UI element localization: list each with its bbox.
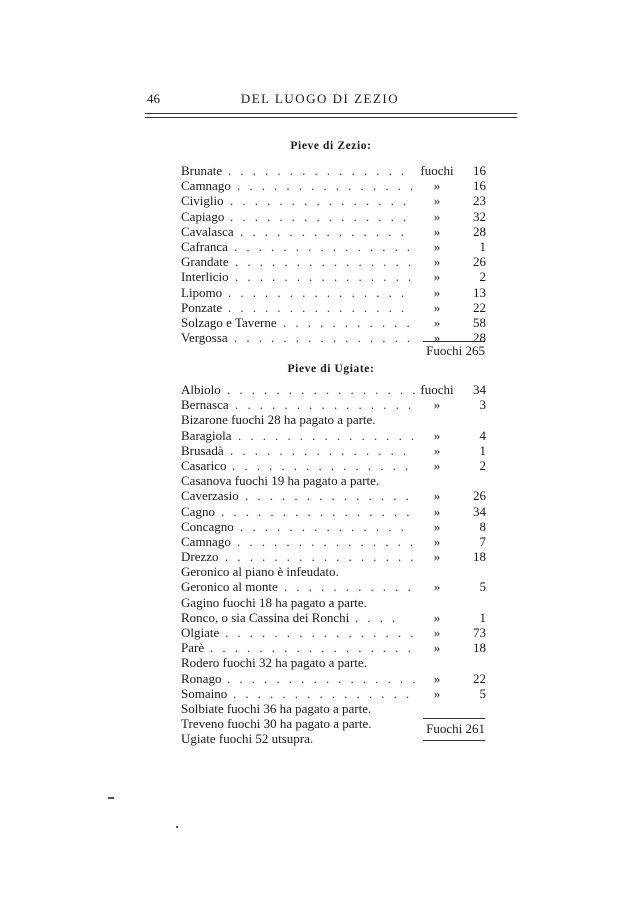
hearth-count: 1	[479, 442, 486, 458]
entry-row	[181, 428, 486, 443]
hearth-count: 73	[473, 625, 486, 640]
place-name: Parè	[181, 640, 205, 656]
hearth-count: 3	[479, 397, 486, 413]
unit-label: »	[433, 670, 441, 686]
hearth-count: 28	[473, 330, 486, 346]
hearth-count: 4	[479, 427, 486, 443]
hearth-count: 18	[473, 549, 486, 565]
dot-leader: . . . . . . . . . . . . . . .	[234, 238, 411, 254]
hearth-count: 13	[473, 284, 486, 300]
entry-row	[181, 300, 486, 315]
place-name: Geronico al monte	[181, 579, 278, 595]
hearth-count: 5	[479, 579, 486, 595]
place-name: Albiolo	[181, 382, 221, 397]
dot-leader: . . . . . . . . . . . . . . . .	[225, 549, 414, 565]
hearth-count: 26	[473, 254, 486, 270]
unit-label: »	[433, 427, 441, 443]
entry-row	[181, 686, 486, 701]
note-row	[181, 595, 486, 610]
entry-row	[181, 534, 486, 549]
note-text: Bizarone fuochi 28 ha pagato a parte.	[181, 412, 376, 428]
header-rule-thick	[145, 117, 517, 118]
total-rule-ugiate	[423, 718, 485, 719]
note-text: Treveno fuochi 30 ha pagato a parte.	[181, 716, 372, 732]
place-name: Bernasca	[181, 397, 229, 413]
dot-leader: . . . . . . . . . . . . . . .	[238, 427, 415, 443]
place-name: Cavalasca	[181, 223, 234, 239]
unit-label: »	[433, 488, 441, 504]
note-text: Rodero fuochi 32 ha pagato a parte.	[181, 655, 367, 671]
header-rule-thin	[145, 113, 517, 114]
hearth-count: 16	[473, 163, 486, 178]
total-rule-ugiate-bottom	[423, 740, 485, 741]
dot-leader: . . . . . . . . . . . . . .	[240, 518, 404, 534]
hearth-count: 18	[473, 640, 486, 656]
unit-label: »	[433, 193, 441, 209]
place-name: Lipomo	[181, 284, 223, 300]
place-name: Casarico	[181, 457, 227, 473]
note-row	[181, 473, 486, 488]
dot-leader: . . . . . . . . . . . . . . .	[230, 193, 407, 209]
entry-row	[181, 163, 486, 178]
total-rule-zezio	[423, 341, 485, 342]
unit-label: »	[433, 442, 441, 458]
dot-leader: . . . . . . . . . . . . . . . .	[221, 503, 410, 519]
note-text: Solbiate fuochi 36 ha pagato a parte.	[181, 700, 372, 716]
entry-row	[181, 610, 486, 625]
hearth-count: 26	[473, 488, 486, 504]
dot-leader: . . . . . . . . . . .	[283, 314, 410, 330]
place-name: Baragiola	[181, 427, 232, 443]
unit-label: »	[433, 518, 441, 534]
hearth-count: 22	[473, 670, 486, 686]
entry-row	[181, 443, 486, 458]
hearth-count: 2	[479, 457, 486, 473]
unit-label: »	[433, 269, 441, 285]
unit-label: »	[433, 457, 441, 473]
place-name: Solzago e Taverne	[181, 314, 277, 330]
dot-leader: . . . . . . . . . . . . . . .	[232, 457, 409, 473]
page-number: 46	[147, 91, 160, 106]
hearth-count: 16	[473, 178, 486, 194]
section-list-pieve-ugiate	[181, 382, 486, 747]
dot-leader: . . . . . . . . . . . . . . .	[228, 299, 405, 315]
entry-row	[181, 625, 486, 640]
unit-label: fuochi	[420, 382, 454, 397]
unit-label: »	[433, 284, 441, 300]
entry-row	[181, 671, 486, 686]
unit-label: »	[433, 330, 441, 346]
dot-leader: . . . . . . . . . . . . . . .	[234, 330, 411, 346]
place-name: Brusadà	[181, 442, 224, 458]
section-total-ugiate: Fuochi 261	[426, 721, 485, 736]
section-total-zezio: Fuochi 265	[426, 343, 485, 358]
unit-label: »	[433, 579, 441, 595]
hearth-count: 23	[473, 193, 486, 209]
entry-row	[181, 382, 486, 397]
place-name: Brunate	[181, 163, 223, 178]
unit-label: »	[433, 549, 441, 565]
place-name: Somaino	[181, 685, 228, 701]
place-name: Grandate	[181, 254, 229, 270]
entry-row	[181, 640, 486, 655]
unit-label: »	[433, 609, 441, 625]
dot-leader: . . . . . . . . . . . . . .	[245, 488, 409, 504]
note-row	[181, 564, 486, 579]
place-name: Camnago	[181, 178, 231, 194]
hearth-count: 32	[473, 208, 486, 224]
dot-leader: . . . . . . . . . . . . . . .	[235, 254, 412, 270]
page-header	[145, 91, 495, 111]
note-row	[181, 655, 486, 670]
place-name: Cagno	[181, 503, 215, 519]
unit-label: »	[433, 625, 441, 640]
unit-label: »	[433, 178, 441, 194]
unit-label: »	[433, 685, 441, 701]
unit-label: fuochi	[420, 163, 454, 178]
dot-leader: . . . . . . . . . . . . . . . . .	[210, 640, 411, 656]
entry-row	[181, 488, 486, 503]
section-list-pieve-zezio	[181, 163, 486, 345]
entry-row	[181, 549, 486, 564]
running-title: DEL LUOGO DI ZEZIO	[240, 91, 400, 106]
dot-leader: . . . . . . . . . . . . . . .	[237, 178, 414, 194]
unit-label: »	[433, 223, 441, 239]
hearth-count: 7	[479, 533, 486, 549]
hearth-count: 34	[473, 382, 486, 397]
entry-row	[181, 254, 486, 269]
place-name: Civiglio	[181, 193, 224, 209]
scan-speck	[176, 826, 178, 828]
unit-label: »	[433, 238, 441, 254]
dot-leader: . . . . . . . . . . . . . . .	[230, 442, 407, 458]
note-text: Geronico al piano è infeudato.	[181, 564, 339, 580]
dot-leader: . . . . . . . . . . . . . . .	[237, 533, 414, 549]
entry-row	[181, 397, 486, 412]
dot-leader: . . . . . . . . . . . . . . .	[235, 269, 412, 285]
dot-leader: . . . . . . . . . . . . . . .	[228, 163, 405, 178]
hearth-count: 5	[479, 685, 486, 701]
hearth-count: 1	[479, 609, 486, 625]
unit-label: »	[433, 640, 441, 656]
dot-leader: . . . . . . . . . . . . . . .	[228, 284, 405, 300]
place-name: Capiago	[181, 208, 225, 224]
section-title-pieve-zezio: Pieve di Zezio:	[290, 140, 372, 152]
note-text: Gagino fuochi 18 ha pagato a parte.	[181, 594, 367, 610]
place-name: Camnago	[181, 533, 231, 549]
entry-row	[181, 504, 486, 519]
dot-leader: . . . . . . . . . . . . . . . .	[225, 625, 414, 640]
hearth-count: 34	[473, 503, 486, 519]
note-text: Casanova fuochi 19 ha pagato a parte.	[181, 473, 380, 489]
hearth-count: 58	[473, 314, 486, 330]
entry-row	[181, 285, 486, 300]
entry-row	[181, 579, 486, 594]
hearth-count: 8	[479, 518, 486, 534]
dot-leader: . . . . . . . . . . . . . . .	[233, 685, 410, 701]
dot-leader: . . . . . . . . . . . . . . .	[230, 208, 407, 224]
place-name: Concagno	[181, 518, 234, 534]
place-name: Drezzo	[181, 549, 219, 565]
place-name: Ponzate	[181, 299, 223, 315]
note-row	[181, 701, 486, 716]
dot-leader: . . . . . . . . . . . . . . . .	[227, 382, 416, 397]
unit-label: »	[433, 299, 441, 315]
entry-row	[181, 209, 486, 224]
place-name: Olgiate	[181, 625, 220, 640]
note-text: Ugiate fuochi 52 utsupra.	[181, 731, 314, 747]
dot-leader: . . . . . . . . . . . . . . .	[235, 397, 412, 413]
dot-leader: . . . .	[355, 609, 396, 625]
dot-leader: . . . . . . . . . . . . . . . .	[227, 670, 416, 686]
place-name: Caverzasio	[181, 488, 239, 504]
entry-row	[181, 458, 486, 473]
dot-leader: . . . . . . . . . . .	[284, 579, 411, 595]
entry-row	[181, 315, 486, 330]
hearth-count: 28	[473, 223, 486, 239]
place-name: Vergossa	[181, 330, 228, 346]
unit-label: »	[433, 503, 441, 519]
hearth-count: 2	[479, 269, 486, 285]
unit-label: »	[433, 397, 441, 413]
place-name: Ronco, o sia Cassina dei Ronchi	[181, 609, 350, 625]
unit-label: »	[433, 533, 441, 549]
hearth-count: 22	[473, 299, 486, 315]
scan-speck	[108, 797, 114, 799]
entry-row	[181, 224, 486, 239]
entry-row	[181, 269, 486, 284]
place-name: Cafranca	[181, 238, 228, 254]
note-row	[181, 412, 486, 427]
hearth-count: 1	[479, 238, 486, 254]
place-name: Ronago	[181, 670, 222, 686]
unit-label: »	[433, 208, 441, 224]
place-name: Interlicio	[181, 269, 229, 285]
section-title-pieve-ugiate: Pieve di Ugiate:	[287, 363, 375, 375]
entry-row	[181, 178, 486, 193]
entry-row	[181, 193, 486, 208]
dot-leader: . . . . . . . . . . . . . .	[240, 223, 404, 239]
unit-label: »	[433, 254, 441, 270]
entry-row	[181, 519, 486, 534]
entry-row	[181, 239, 486, 254]
unit-label: »	[433, 314, 441, 330]
